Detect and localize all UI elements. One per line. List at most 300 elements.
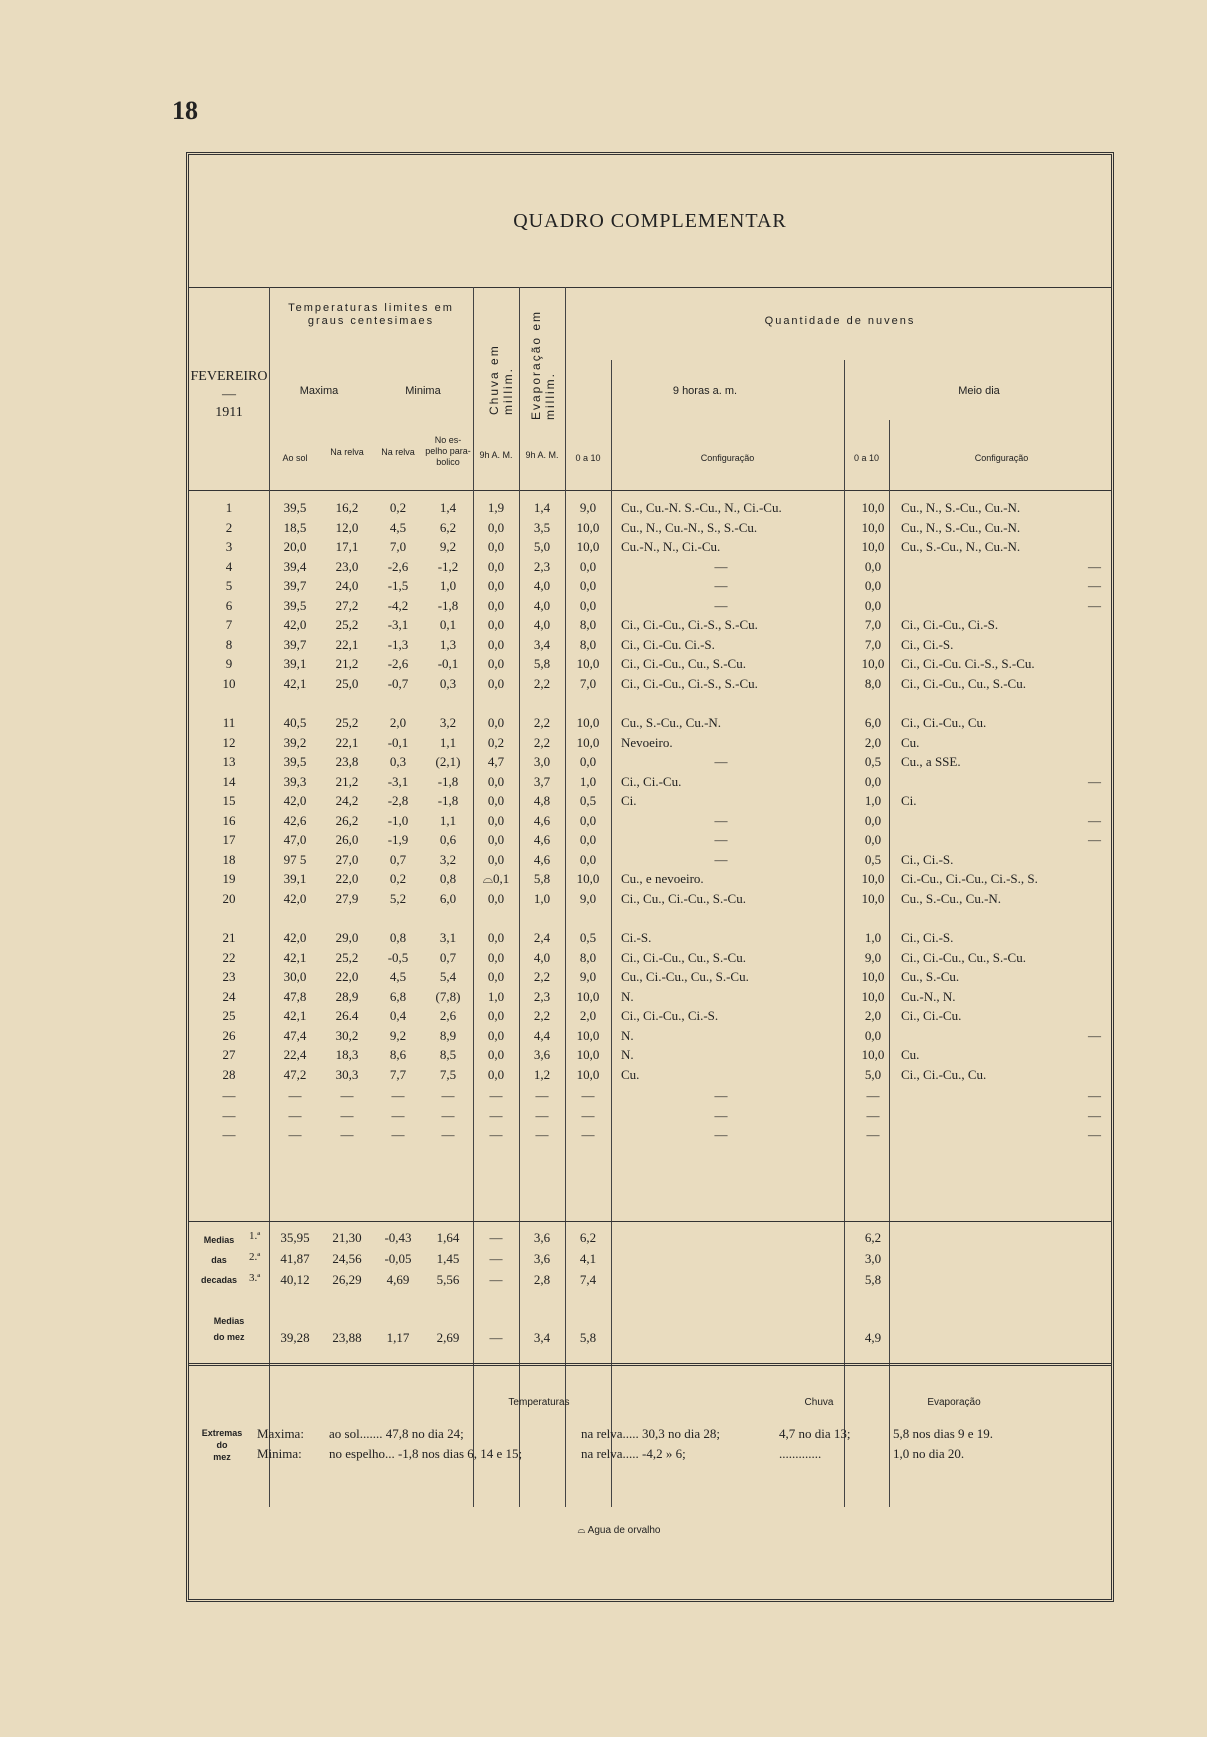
decade-evap: 3,6 <box>533 1251 551 1266</box>
cell-relva_max: 27,2 <box>335 597 359 613</box>
decade-row <box>189 1251 1111 1271</box>
table-row <box>189 793 1111 813</box>
table-row <box>189 871 1111 891</box>
cell-d: 16 <box>222 812 236 828</box>
table-row <box>189 676 1111 696</box>
cell-c9: Ci., Ci.-Cu. Ci.-S. <box>621 636 715 652</box>
cell-relva_max: 27,9 <box>335 890 359 906</box>
cell-c12: Cu., S.-Cu., Cu.-N. <box>901 890 1002 906</box>
cell-relva_max: 24,0 <box>335 578 359 593</box>
cell-n9: 10,0 <box>576 1047 600 1062</box>
cell-espelho: 1,3 <box>439 636 457 652</box>
cell-c12: Ci. <box>901 793 917 808</box>
cell-espelho: 3,1 <box>439 930 457 945</box>
max-evap: 5,8 nos dias 9 e 19. <box>893 1426 994 1441</box>
cell-ao_sol: — <box>288 1127 302 1142</box>
cell-chuva: 0,0 <box>487 773 505 789</box>
cell-espelho: -1,2 <box>437 558 459 574</box>
cell-d: 28 <box>222 1066 236 1082</box>
cell-c12: Cu., S.-Cu. <box>901 969 960 984</box>
decade-ao_sol: 40,12 <box>280 1272 310 1287</box>
cell-evap: 4,6 <box>533 832 551 847</box>
cell-chuva: 0,0 <box>487 793 505 808</box>
month-year: 1911 <box>215 405 243 421</box>
decade-chuva: — <box>489 1230 503 1245</box>
cell-chuva: 0,0 <box>487 812 505 828</box>
cell-evap: — <box>535 1088 549 1103</box>
cell-chuva: 0,0 <box>487 890 505 906</box>
month-dash: — <box>222 387 236 403</box>
cell-ao_sol: 42,1 <box>283 1008 307 1023</box>
cell-n9: 0,0 <box>579 754 597 769</box>
cell-evap: 2,2 <box>533 675 551 691</box>
cell-chuva: 0,0 <box>487 558 505 574</box>
cell-c12: Cu., N., S.-Cu., Cu.-N. <box>901 519 1021 535</box>
cell-chuva: 0,0 <box>487 1047 505 1062</box>
table-row <box>189 656 1111 676</box>
cell-n12: 7,0 <box>864 636 882 652</box>
cell-evap: 5,8 <box>533 871 551 886</box>
decade-relva_min: -0,43 <box>384 1230 412 1245</box>
table-row <box>189 891 1111 911</box>
cell-evap: 4,0 <box>533 597 551 613</box>
cell-ao_sol: 40,5 <box>283 715 307 730</box>
cell-n9: — <box>581 1107 595 1123</box>
cell-relva_min: 0,3 <box>389 754 407 769</box>
nuvens-header: Quantidade de nuvens <box>764 315 916 327</box>
min-chuva: ............. <box>779 1446 822 1461</box>
cell-relva_max: 26.4 <box>335 1008 359 1023</box>
cell-relva_min: -0,7 <box>387 675 409 691</box>
maxima-header: Maxima <box>299 385 339 397</box>
cell-evap: 2,2 <box>533 1008 551 1023</box>
mean-evap: 3,4 <box>533 1330 551 1345</box>
cell-ao_sol: 39,7 <box>283 578 307 593</box>
cell-c12: Ci.-Cu., Ci.-Cu., Ci.-S., S. <box>901 871 1038 886</box>
table-row <box>189 735 1111 755</box>
table-row <box>189 832 1111 852</box>
cell-n9: 10,0 <box>576 519 600 535</box>
max-chuva: 4,7 no dia 13; <box>779 1426 851 1441</box>
cell-chuva: 0,0 <box>487 539 505 554</box>
month-name: FEVEREIRO <box>190 369 268 384</box>
cell-c9: Nevoeiro. <box>621 734 673 750</box>
hour-chuva-header: 9h A. M. <box>479 450 513 460</box>
cell-n12: — <box>866 1127 880 1142</box>
table-row <box>189 1127 1111 1147</box>
cell-n12: 10,0 <box>861 519 885 535</box>
table-row <box>189 774 1111 794</box>
cell-n9: 9,0 <box>579 969 597 984</box>
hour-evap-header: 9h A. M. <box>525 450 559 460</box>
extremes-label <box>189 1427 255 1463</box>
decade-espelho: 1,45 <box>436 1251 460 1266</box>
cell-relva_max: 18,3 <box>335 1047 359 1062</box>
decade-espelho: 5,56 <box>436 1272 460 1287</box>
min-espelho: no espelho... -1,8 nos dias 6, 14 e 15; <box>329 1446 523 1461</box>
cell-c12: Cu. <box>901 734 920 750</box>
cell-relva_max: — <box>340 1127 354 1142</box>
table-row <box>189 1047 1111 1067</box>
cell-espelho: 0,7 <box>439 949 457 965</box>
cell-c12: Ci., Ci.-Cu., Cu. <box>901 715 987 730</box>
cell-n9: 10,0 <box>576 871 600 886</box>
cell-chuva: — <box>489 1088 503 1103</box>
decade-n12: 5,8 <box>864 1272 882 1287</box>
decade-chuva: — <box>489 1251 503 1266</box>
cell-c12: — <box>1088 597 1101 613</box>
cell-c9: — <box>714 851 728 867</box>
cell-espelho: 0,6 <box>439 832 457 847</box>
cell-relva_max: 30,2 <box>335 1027 359 1043</box>
cell-n12: 8,0 <box>864 675 882 691</box>
min-relva: na relva..... -4,2 » 6; <box>581 1446 686 1461</box>
table-row <box>189 598 1111 618</box>
cell-d: 19 <box>222 871 236 886</box>
cell-ao_sol: — <box>288 1088 302 1103</box>
cell-d: 2 <box>225 519 233 535</box>
cell-chuva: 0,0 <box>487 656 505 671</box>
cell-relva_max: 22,1 <box>335 734 359 750</box>
cell-chuva: 0,0 <box>487 851 505 867</box>
cell-n9: 8,0 <box>579 949 597 965</box>
table-row <box>189 520 1111 540</box>
cell-c9: — <box>714 754 728 769</box>
cell-evap: 4,8 <box>533 793 551 808</box>
cell-c12: Ci., Ci.-S. <box>901 636 954 652</box>
cell-n9: — <box>581 1088 595 1103</box>
cell-relva_max: 25,0 <box>335 675 359 691</box>
cell-d: 1 <box>225 500 233 515</box>
decade-evap: 2,8 <box>533 1272 551 1287</box>
cell-c9: N. <box>621 988 634 1004</box>
cell-chuva: 0,0 <box>487 675 505 691</box>
cell-c9: Ci., Ci.-Cu., Ci.-S. <box>621 1008 719 1023</box>
page-number: 18 <box>172 96 198 125</box>
cell-c12: Ci., Ci.-S. <box>901 930 954 945</box>
cell-ao_sol: 42,1 <box>283 949 307 965</box>
cell-c9: Cu., S.-Cu., Cu.-N. <box>621 715 722 730</box>
cell-ao_sol: 47,4 <box>283 1027 307 1043</box>
table-row <box>189 989 1111 1009</box>
cell-n12: 10,0 <box>861 871 885 886</box>
cell-n9: 0,0 <box>579 558 597 574</box>
no-espelho-header: No es-pelho para-bolico <box>425 435 471 467</box>
cell-evap: 3,0 <box>533 754 551 769</box>
decade-chuva: — <box>489 1272 503 1287</box>
cell-n12: 2,0 <box>864 1008 882 1023</box>
cell-n9: 0,0 <box>579 578 597 593</box>
cell-espelho: -0,1 <box>437 656 459 671</box>
cell-relva_min: -1,3 <box>387 636 409 652</box>
cell-n12: 10,0 <box>861 1047 885 1062</box>
cell-relva_min: -0,1 <box>387 734 409 750</box>
cell-n9: 10,0 <box>576 656 600 671</box>
mean-relva-min: 1,17 <box>386 1330 410 1345</box>
cell-evap: 4,0 <box>533 617 551 632</box>
cell-relva_min: -1,0 <box>387 812 409 828</box>
cell-espelho: -1,8 <box>437 597 459 613</box>
cell-c12: Ci., Ci.-Cu. Ci.-S., S.-Cu. <box>901 656 1035 671</box>
cell-n12: 0,0 <box>864 558 882 574</box>
cell-relva_min: -2,8 <box>387 793 409 808</box>
cell-relva_min: 0,2 <box>389 871 407 886</box>
decade-relva_max: 24,56 <box>332 1251 362 1266</box>
cell-chuva: ⌓0,1 <box>482 871 510 886</box>
cell-d: — <box>222 1127 236 1142</box>
header-top-rule <box>189 287 1111 288</box>
decade-n9: 4,1 <box>579 1251 597 1266</box>
cell-n9: 10,0 <box>576 988 600 1004</box>
cell-relva_max: 25,2 <box>335 715 359 730</box>
cell-ao_sol: 39,5 <box>283 597 307 613</box>
cell-chuva: 0,0 <box>487 617 505 632</box>
cell-c12: Ci., Ci.-Cu., Cu., S.-Cu. <box>901 949 1026 965</box>
cell-n12: 0,0 <box>864 812 882 828</box>
cell-c9: — <box>714 1088 728 1103</box>
cell-ao_sol: 22,4 <box>283 1047 307 1062</box>
cell-c12: — <box>1088 812 1101 828</box>
cell-relva_min: — <box>391 1107 405 1123</box>
cell-n12: 0,0 <box>864 597 882 613</box>
cell-n9: 0,0 <box>579 597 597 613</box>
table-row <box>189 1088 1111 1108</box>
cell-espelho: 6,0 <box>439 890 457 906</box>
cell-c9: Cu., N., Cu.-N., S., S.-Cu. <box>621 519 758 535</box>
cell-evap: 4,4 <box>533 1027 551 1043</box>
table-row <box>189 500 1111 520</box>
cell-espelho: 5,4 <box>439 969 457 984</box>
cell-relva_max: 27,0 <box>335 851 359 867</box>
cell-relva_min: — <box>391 1127 405 1142</box>
decade-espelho: 1,64 <box>436 1230 460 1245</box>
cell-chuva: 0,2 <box>487 734 505 750</box>
cell-relva_max: 23,8 <box>335 754 359 769</box>
cell-ao_sol: 42,0 <box>283 793 307 808</box>
cell-espelho: 6,2 <box>439 519 457 535</box>
cell-c12: Ci., Ci.-Cu., Cu. <box>901 1066 987 1082</box>
cell-relva_min: 4,5 <box>389 969 407 984</box>
cell-d: 7 <box>225 617 233 632</box>
cell-n12: 0,5 <box>864 851 882 867</box>
cell-espelho: 1,0 <box>439 578 457 593</box>
cell-n12: 10,0 <box>861 890 885 906</box>
table-row <box>189 539 1111 559</box>
cell-n9: 0,0 <box>579 851 597 867</box>
cell-relva_max: 30,3 <box>335 1066 359 1082</box>
decade-row <box>189 1272 1111 1292</box>
cell-relva_max: 16,2 <box>335 500 359 515</box>
cell-evap: 3,6 <box>533 1047 551 1062</box>
cell-d: 17 <box>222 832 236 847</box>
table-frame <box>186 152 1114 1602</box>
cell-c9: Cu. <box>621 1066 640 1082</box>
cell-relva_min: 2,0 <box>389 715 407 730</box>
na-relva-min-header: Na relva <box>381 447 415 457</box>
cell-d: 13 <box>222 754 236 769</box>
cell-relva_max: 29,0 <box>335 930 359 945</box>
cell-n9: 8,0 <box>579 617 597 632</box>
cell-evap: 3,5 <box>533 519 551 535</box>
cell-c12: — <box>1088 1027 1101 1043</box>
cell-c9: — <box>714 1127 728 1142</box>
cell-d: 15 <box>222 793 236 808</box>
cell-espelho: 3,2 <box>439 715 457 730</box>
cell-d: 5 <box>225 578 233 593</box>
cell-d: 8 <box>225 636 233 652</box>
decade-evap: 3,6 <box>533 1230 551 1245</box>
na-relva-max-header: Na relva <box>330 447 364 457</box>
cell-c9: — <box>714 597 728 613</box>
cell-relva_min: -2,6 <box>387 656 409 671</box>
cell-d: 25 <box>222 1008 236 1023</box>
cell-espelho: 1,1 <box>439 734 457 750</box>
cell-relva_min: -3,1 <box>387 773 409 789</box>
cell-relva_min: 9,2 <box>389 1027 407 1043</box>
cell-relva_max: 22,1 <box>335 636 359 652</box>
cell-espelho: -1,8 <box>437 793 459 808</box>
cell-evap: 3,4 <box>533 636 551 652</box>
cell-c9: Ci., Ci.-Cu., Ci.-S., S.-Cu. <box>621 675 758 691</box>
cell-c12: Cu., a SSE. <box>901 754 961 769</box>
cell-c9: Ci., Ci.-Cu., Cu., S.-Cu. <box>621 949 746 965</box>
cell-chuva: — <box>489 1127 503 1142</box>
cell-c12: Cu., S.-Cu., N., Cu.-N. <box>901 539 1021 554</box>
table-row <box>189 1008 1111 1028</box>
cell-relva_min: 0,7 <box>389 851 407 867</box>
cell-relva_max: 23,0 <box>335 558 359 574</box>
cell-relva_max: 24,2 <box>335 793 359 808</box>
table-row <box>189 617 1111 637</box>
cell-evap: 2,2 <box>533 715 551 730</box>
decade-n9: 6,2 <box>579 1230 597 1245</box>
month-label <box>189 368 269 423</box>
cell-n12: 9,0 <box>864 949 882 965</box>
cell-c9: — <box>714 558 728 574</box>
cell-evap: — <box>535 1127 549 1142</box>
cell-chuva: 0,0 <box>487 1066 505 1082</box>
cell-chuva: 0,0 <box>487 949 505 965</box>
cell-relva_max: — <box>340 1088 354 1103</box>
cell-n12: 7,0 <box>864 617 882 632</box>
max-label: Maxima: <box>257 1426 304 1441</box>
cell-d: 4 <box>225 558 233 574</box>
cell-espelho: 3,2 <box>439 851 457 867</box>
decade-ao_sol: 41,87 <box>280 1251 310 1266</box>
cell-n12: 0,0 <box>864 578 882 593</box>
cell-ao_sol: 20,0 <box>283 539 307 554</box>
cell-d: 26 <box>222 1027 236 1043</box>
cell-chuva: 0,0 <box>487 832 505 847</box>
cell-chuva: 0,0 <box>487 519 505 535</box>
table-row <box>189 715 1111 735</box>
cell-ao_sol: 42,6 <box>283 812 307 828</box>
cell-ao_sol: 39,7 <box>283 636 307 652</box>
cell-c9: Cu., Cu.-N. S.-Cu., N., Ci.-Cu. <box>621 500 782 515</box>
cell-n12: 0,0 <box>864 832 882 847</box>
cell-ao_sol: 18,5 <box>283 519 307 535</box>
cell-ao_sol: 47,8 <box>283 988 307 1004</box>
cell-n12: 10,0 <box>861 969 885 984</box>
cell-ao_sol: 42,0 <box>283 930 307 945</box>
month-mean-label-1: Medias <box>213 1316 245 1326</box>
cell-ao_sol: 42,1 <box>283 675 307 691</box>
cell-chuva: 1,9 <box>487 500 505 515</box>
cell-d: 20 <box>222 890 236 906</box>
cell-relva_max: 21,2 <box>335 773 359 789</box>
cell-c9: Cu., e nevoeiro. <box>621 871 704 886</box>
table-row <box>189 1108 1111 1128</box>
cell-c9: Ci., Ci.-Cu., Ci.-S., S.-Cu. <box>621 617 758 632</box>
cell-d: 9 <box>225 656 233 671</box>
cell-relva_max: 22,0 <box>335 969 359 984</box>
cell-c9: — <box>714 1107 728 1123</box>
scale-2-header: 0 a 10 <box>853 453 880 463</box>
cell-n12: 1,0 <box>864 930 882 945</box>
cell-espelho: 0,3 <box>439 675 457 691</box>
cell-relva_max: 28,9 <box>335 988 359 1004</box>
cell-relva_min: 6,8 <box>389 988 407 1004</box>
cell-relva_min: -1,5 <box>387 578 409 593</box>
cell-ao_sol: 47,0 <box>283 832 307 847</box>
table-row <box>189 930 1111 950</box>
decade-key: 3.ª <box>249 1272 261 1284</box>
cell-chuva: 0,0 <box>487 636 505 652</box>
cell-d: 11 <box>222 715 236 730</box>
cell-n9: 10,0 <box>576 1066 600 1082</box>
cell-n9: 7,0 <box>579 675 597 691</box>
cell-c12: Ci., Ci.-Cu., Cu., S.-Cu. <box>901 675 1026 691</box>
cell-chuva: 1,0 <box>487 988 505 1004</box>
cell-relva_max: 25,2 <box>335 949 359 965</box>
cell-c12: — <box>1088 832 1101 847</box>
decade-n12: 6,2 <box>864 1230 882 1245</box>
cell-d: 10 <box>222 675 236 691</box>
min-evap: 1,0 no dia 20. <box>893 1446 965 1461</box>
cell-n12: 10,0 <box>861 539 885 554</box>
cell-c12: — <box>1088 558 1101 574</box>
table-row <box>189 852 1111 872</box>
cell-chuva: 0,0 <box>487 1008 505 1023</box>
table-row <box>189 1067 1111 1087</box>
cell-relva_max: 21,2 <box>335 656 359 671</box>
cell-d: 18 <box>222 851 236 867</box>
table-row <box>189 950 1111 970</box>
cell-c9: — <box>714 578 728 593</box>
cell-relva_max: 25,2 <box>335 617 359 632</box>
chuva-label: Chuva <box>804 1397 834 1408</box>
cell-n9: 10,0 <box>576 734 600 750</box>
cell-c12: Cu.-N., N. <box>901 988 956 1004</box>
cell-c12: — <box>1088 578 1101 593</box>
config-2-header: Configuração <box>974 453 1029 463</box>
cell-relva_max: 26,0 <box>335 832 359 847</box>
decades-label-1: Medias <box>203 1235 235 1245</box>
cell-c12: — <box>1088 773 1101 789</box>
cell-evap: 4,6 <box>533 851 551 867</box>
cell-d: 14 <box>222 773 236 789</box>
cell-ao_sol: 47,2 <box>283 1066 307 1082</box>
cell-chuva: 0,0 <box>487 578 505 593</box>
cell-c9: Ci., Cu., Ci.-Cu., S.-Cu. <box>621 890 746 906</box>
table-row <box>189 1028 1111 1048</box>
cell-relva_min: 0,8 <box>389 930 407 945</box>
minima-header: Minima <box>405 385 441 397</box>
nove-horas-header: 9 horas a. m. <box>672 385 738 397</box>
mean-n9: 5,8 <box>579 1330 597 1345</box>
cell-relva_max: — <box>340 1107 354 1123</box>
max-relva: na relva..... 30,3 no dia 28; <box>581 1426 720 1441</box>
